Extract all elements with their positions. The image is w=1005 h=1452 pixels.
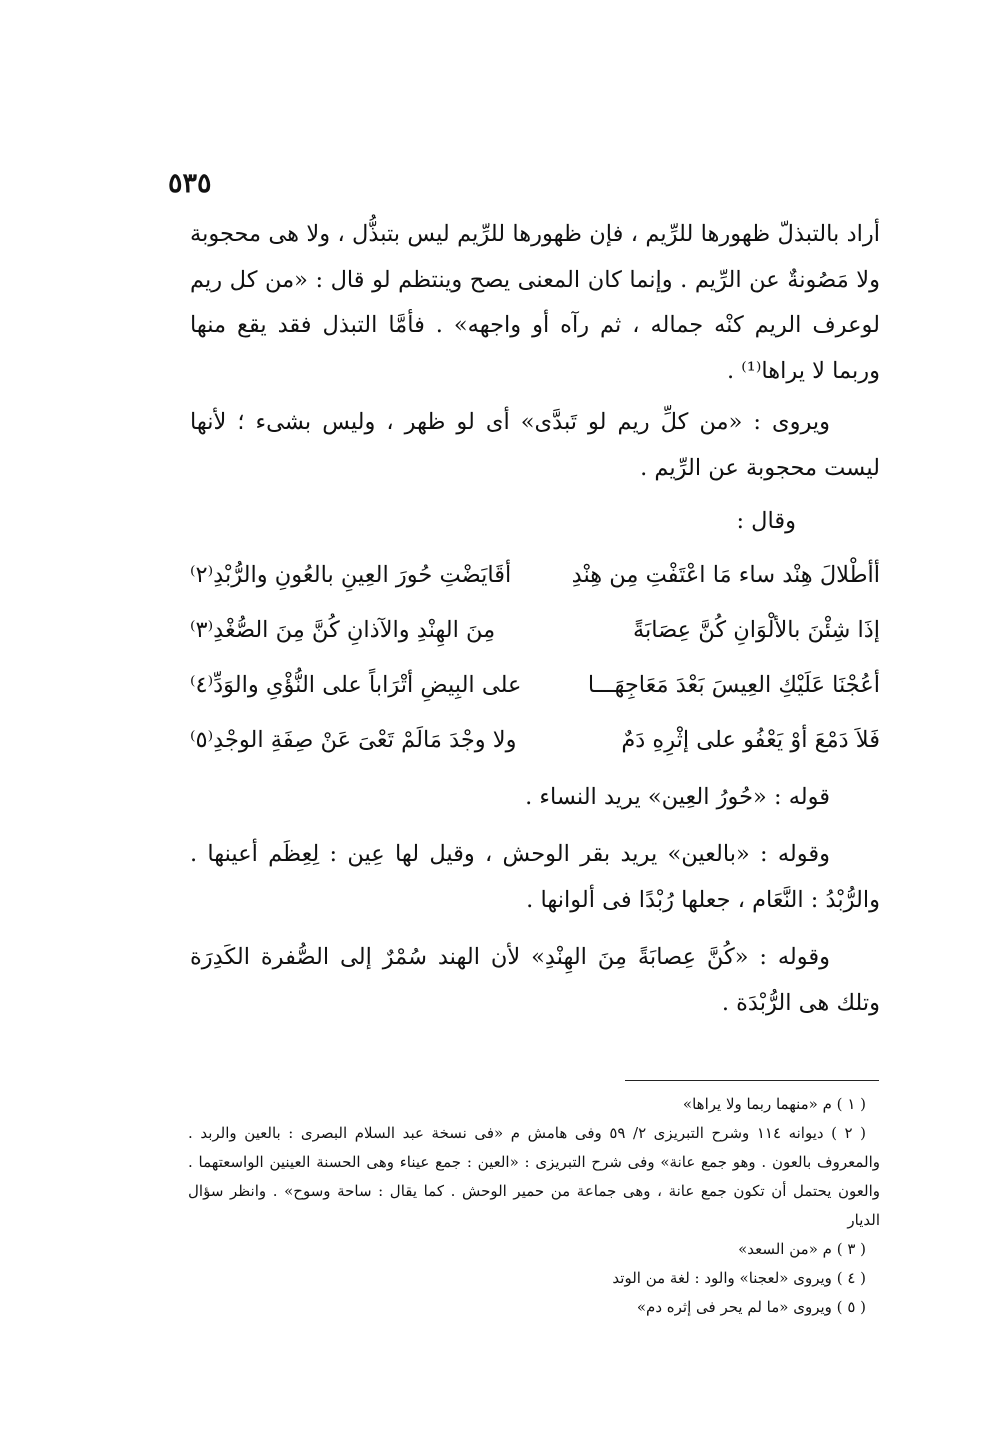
footnote-1: ( ١ ) م «منهما ربما ولا يراها» bbox=[682, 1095, 866, 1113]
verse-2 bbox=[190, 604, 880, 659]
explanation-2: وقوله : «بالعين» يريد بقر الوحش ، وقيل لها عِين : لِعِظَم أعينها . والرُّبْدُ : النَّعَام ، جعلها رُبْدًا فى ألوانها . bbox=[190, 841, 880, 913]
paragraph-1: أراد بالتبذلّ ظهورها للرِّيم ، فإن ظهورها للرِّيم ليس بتبذُّل ، ولا هى محجوبة ولا مَصُونةٌ عن الرِّيم . وإنما كان المعنى يصح وينتظم لو قال : «من كل ريم لوعرف الريم كنْه جماله ، ثم رآه أو واجهه» . فأمَّا التبذل فقد يقع منها وربما لا يراها⁽¹⁾ . bbox=[190, 221, 880, 384]
verse-1-second-hemistich: أقَايَضْتِ حُورَ العِينِ بالعُونِ والرُّبْدِ⁽٢⁾ bbox=[190, 562, 512, 589]
verse-3 bbox=[190, 659, 880, 714]
footnotes bbox=[188, 1090, 880, 1322]
footnote-5: ( ٥ ) ويروى «ما لم يحر فى إثره دم» bbox=[636, 1298, 866, 1316]
verse-3-second-hemistich: على البِيضِ أتْرَاباً على النُّؤْىِ والوَدِّ⁽٤⁾ bbox=[190, 672, 522, 699]
verse-1-first-hemistich: أأطْلالَ هِنْد ساء مَا اعْتَفْتِ مِن هِنْدِ bbox=[571, 562, 880, 589]
verse-2-first-hemistich: إذَا شِئْنَ بالألْوَانِ كُنَّ عِصَابَةً bbox=[632, 617, 880, 644]
verse-4-second-hemistich: ولا وجْدَ مَالَمْ تَعْىَ عَنْ صِفَةِ الوجْدِ⁽٥⁾ bbox=[190, 727, 517, 754]
main-text bbox=[190, 212, 880, 1026]
footnote-3: ( ٣ ) م «من السعد» bbox=[738, 1240, 866, 1258]
paragraph-2: ويروى : «من كلِّ ريم لو تَبدَّى» أى لو ظهر ، وليس بشىء ؛ لأنها ليست محجوبة عن الرِّيم . bbox=[190, 409, 880, 481]
verse-2-second-hemistich: مِنَ الهِنْدِ والآذانِ كُنَّ مِنَ الصُّغْدِ⁽٣⁾ bbox=[190, 617, 496, 644]
poem bbox=[190, 549, 880, 769]
footnote-2: ( ٢ ) ديوانه ١١٤ وشرح التبريزى ٢/ ٥٩ وفى هامش م «فى نسخة عبد السلام البصرى : بالعين والربد . والمعروف بالعون . وهو جمع عانة» وفى شرح التبريزى : «العين : جمع عيناء وهى الحسنة العينين الواسعتهما . والعون يحتمل أن تكون جمع عانة ، وهى جماعة من حمير الوحش . كما يقال : ساحة وسوح» . وانظر سؤال الديار bbox=[188, 1124, 880, 1229]
explanation-1: قوله : «حُورُ العِين» يريد النساء . bbox=[525, 783, 830, 810]
verse-3-first-hemistich: أعُجْنَا عَلَيْكِ العِيسَ بَعْدَ مَعَاجِهَـــا bbox=[587, 672, 880, 699]
footnote-4: ( ٤ ) ويروى «لعجنا» والود : لغة من الوتد bbox=[612, 1269, 866, 1287]
explanation-3: وقوله : «كُنَّ عِصابَةً مِنَ الهِنْدِ» لأن الهند سُمْرٌ إلى الصُّفرة الكَدِرَة وتلك هى الرُّبْدَة . bbox=[190, 944, 880, 1016]
verse-1 bbox=[190, 549, 880, 604]
page-number: ٥٣٥ bbox=[168, 168, 212, 199]
footnote-divider bbox=[625, 1080, 879, 1081]
poem-intro: وقال : bbox=[736, 508, 796, 534]
verse-4-first-hemistich: فَلاَ دَمْعَ أوْ يَعْفُو على إثْرِهِ دَمٌ bbox=[621, 727, 880, 754]
verse-4 bbox=[190, 714, 880, 769]
